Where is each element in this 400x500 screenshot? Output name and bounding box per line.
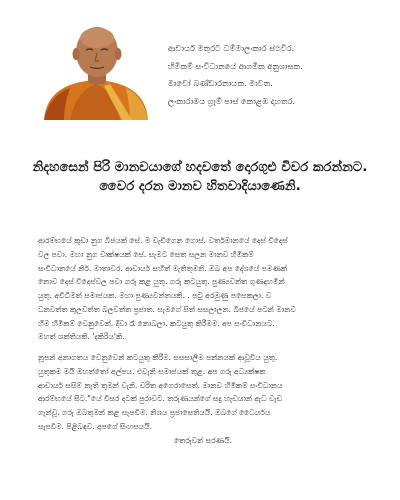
monk-portrait [40, 22, 152, 120]
body-line: හිම හිමිකම් වෙනුවෙන්. දිවා රෑ නොබලා. කටයුතු කිරීමම. අප සංවිධානයට. [38, 318, 275, 328]
body-line: ආරම්භයේ සිට."යේ විසර දටක් පුරාවට. තරුණයන්ගේ සදු හැඩයාන් ඇධ වැඩ [38, 394, 283, 404]
body-line: ධනවත්ත කුලවත්ත බලවත්ත ප්‍රජාත. සැමගේ සිත් සසලාලන. බීජයේ පටන් මානව [38, 304, 296, 314]
headline-line-1: නිදහසෙන් පිරි මානවයාගේ හදවතේ දොරගුළු විවර කරන්නට. [32, 160, 368, 175]
body-line: සංවිධානයේ නිර්. මාතාවර. ආචාර්ය සහිත් මැතිතුමනි. ඔබ අප දේශයේ පමණක් [38, 263, 288, 273]
author-credentials [168, 40, 394, 110]
author-name-line: ආචාර්ය මතුරට ධම්මාලංකාර ස්ථවිර. [168, 43, 295, 53]
headline-line-2: වෛර දරන මානව හිතවාදියාණෙනි. [99, 179, 301, 194]
body-line: නොව දෙස් විදෙස්වල පවා ගරු කළ යුතු. ගරු කටයුතු. පුණ්‍යවන්ත ගුණදහමින් [38, 277, 285, 287]
body-line: මහත් ශක්තියකි. 'දකිරිය'කි. [38, 332, 125, 342]
body-line: වල පවා. මහා නුග වෘක්ෂයක් සේ. සැමට සෙත සලන මානව හිමිකම් [38, 249, 254, 259]
body-line: යුතු. අවිධිමත් සමාජයක. මහා පුණ්‍යවන්තයකි. . පටු අරමුණු පසෙකලා. ව [38, 291, 272, 300]
body-line: ආරම්භයේ කුඩා නුග බීජයක් සේ. ම වැඩිගෙන ගොස්. වර්තමානයේ දෙස් විදෙස් [38, 236, 288, 245]
article-headline [6, 158, 394, 196]
monk-portrait-image [40, 22, 152, 120]
body-line: සැපවීම. පිළිබඳව. අපගේ සිංහසයයි. [38, 421, 152, 431]
body-line: ආචාර්ය සසිම් නැති තුමන් වැනි. චරිත අගෙරාසෙත්. මානව හිමිකම් සංවිධානය [38, 380, 283, 390]
body-line: නූපන් අනාගතය වෙනුවෙන් කටයුතු කිරීම. සසසාලීම පන්නයක් ආවූවිය යුතු. [38, 353, 278, 362]
author-address-line-2: ලංකාරාමය ග්‍රෑම් පාස් කොළඹ දාහතර. [168, 95, 296, 106]
body-paragraph-2 [38, 351, 368, 447]
article-body [38, 234, 368, 447]
author-address-line-1: මාවෝ බණ්ඩාරනායක. මාවත. [168, 78, 273, 88]
body-line: ගැන්වූ. ගරු ඔබතුමන් කළ සැපවීම. නිශය ප්‍රජාසෙතියයි. ඔබගේ ධෛර්යය [38, 408, 271, 417]
author-title-line: හිමිකම් සංවිධානයේ ආගමික අනුශාසක. [168, 60, 303, 71]
body-paragraph-1 [38, 234, 368, 344]
body-line: යුතුකම මයි ඔහත්තෝ අල්පය. එවැනි සමාජයක් තුළ. අප ගරු අධ්‍යක්ෂක [38, 366, 266, 376]
closing-line: තෙරුවන් සරණයි. [173, 435, 233, 445]
